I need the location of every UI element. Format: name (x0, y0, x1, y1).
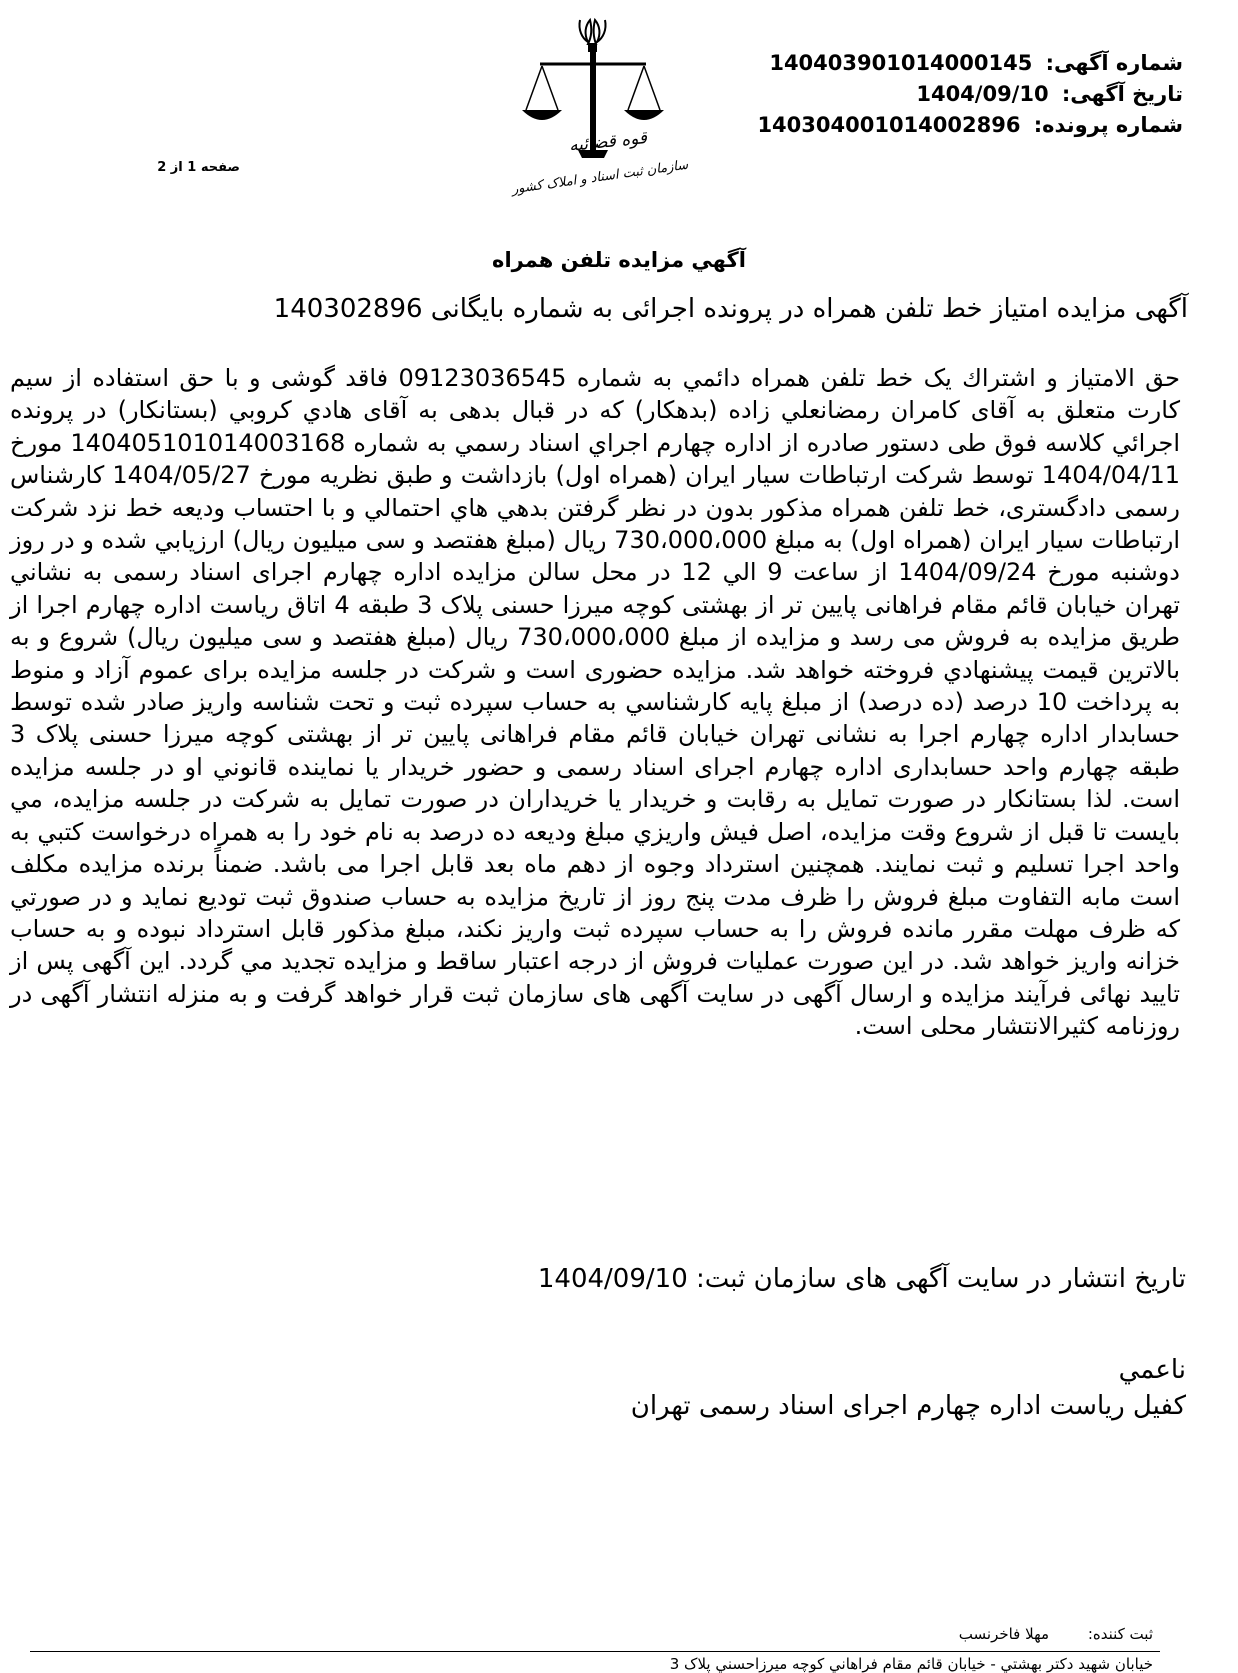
signer-title: کفیل ریاست اداره چهارم اجرای اسناد رسمی تهران (630, 1391, 1186, 1421)
notice-date-label: تاریخ آگهی: (1061, 82, 1183, 106)
notice-title: آگهي مزايده تلفن همراه (492, 248, 746, 272)
registrar-line (753, 1625, 1153, 1643)
notice-date: 1404/09/10 (916, 82, 1049, 106)
page-number: صفحه 1 از 2 (157, 160, 240, 175)
notice-date-row (753, 79, 1183, 110)
signature-block (286, 1352, 1186, 1424)
footer-address: خیابان شهید دکتر بهشتي - خیابان قائم مقام فراهاني کوچه میرزاحسني پلاک 3 (669, 1655, 1153, 1673)
notice-number-label: شماره آگهی: (1045, 51, 1183, 75)
signer-name: ناعمي (1118, 1355, 1186, 1385)
file-number-label: شماره پرونده: (1033, 113, 1183, 137)
footer-divider (30, 1651, 1160, 1652)
notice-meta (753, 48, 1183, 141)
notice-number-row (753, 48, 1183, 79)
notice-number: 140403901014000145 (769, 51, 1033, 75)
publication-date: 1404/09/10 (537, 1264, 688, 1294)
emblem-caption-2: سازمان ثبت اسناد و املاک کشور (510, 157, 690, 198)
notice-subtitle: آگهی مزایده امتیاز خط تلفن همراه در پرونده اجرائی به شماره بایگانی 140302896 (273, 294, 1188, 324)
registrar-label: ثبت کننده: (1087, 1625, 1153, 1643)
emblem-caption-1: قوه قضائیه (568, 127, 648, 157)
file-number-row (753, 110, 1183, 141)
file-number: 140304001014002896 (757, 113, 1021, 137)
registrar-name: مهلا فاخرنسب (958, 1625, 1050, 1643)
publication-date-label: تاریخ انتشار در سایت آگهی های سازمان ثبت: (696, 1264, 1186, 1294)
publication-date-line (286, 1262, 1186, 1296)
judiciary-emblem (500, 8, 690, 213)
notice-body: حق الامتياز و اشتراك یک خط تلفن همراه دائمي به شماره 09123036545 فاقد گوشی و با حق استفاده از سيم كارت متعلق به آقای كامران رمضانعلي زاده (بدهكار) كه در قبال بدهی به آقای هادي كروبي (بستانكار) در پرونده اجرائي كلاسه فوق طی دستور صادره از اداره چهارم اجراي اسناد رسمي به شماره 140405101014003168 مورخ 1404/04/11 توسط شركت ارتباطات سيار ايران (همراه اول) بازداشت و طبق نظریه مورخ 1404/05/27 کارشناس رسمی دادگستری، خط تلفن همراه مذکور بدون در نظر گرفتن بدهي هاي احتمالي و با احتساب وديعه خط نزد شركت ارتباطات سيار ايران (همراه اول) به مبلغ 730،000،000 ريال (مبلغ هفتصد و سی ميليون ريال) ارزيابي شده و در روز دوشنبه مورخ 1404/09/24 از ساعت 9 الي 12 در محل سالن مزايده اداره چهارم اجرای اسناد رسمی به نشاني تهران خيابان قائم مقام فراهانی پايين تر از بهشتی كوچه ميرزا حسنی پلاک 3 طبقه 4 اتاق رياست اداره چهارم اجرا از طريق مزايده به فروش می رسد و مزایده از مبلغ 730،000،000 ريال (مبلغ هفتصد و سی ميليون ريال) شروع و به بالاترين قيمت پيشنهادي فروخته خواهد شد. مزايده حضوری است و شرکت در جلسه مزايده برای عموم آزاد و منوط به پرداخت 10 درصد (ده درصد) از مبلغ پايه كارشناسي به حساب سپرده ثبت و تحت شناسه واريز صادر شده توسط حسابدار اداره چهارم اجرا به نشانی تهران خيابان قائم مقام فراهانی پايين تر از بهشتی كوچه ميرزا حسنی پلاک 3 طبقه چهارم واحد حسابداری اداره چهارم اجرای اسناد رسمی و حضور خريدار يا نماينده قانوني او در جلسه مزايده است. لذا بستانكار در صورت تمايل به رقابت و خريدار يا خريداران در صورت تمايل به شرکت در جلسه مزايده، مي بايست تا قبل از شروع وقت مزايده، اصل فيش واريزي مبلغ وديعه ده درصد به نام خود را به همراه درخواست كتبي به واحد اجرا تسليم و ثبت نمايند. همچنين استرداد وجوه از دهم ماه بعد قابل اجرا می باشد. ضمناً برنده مزايده مکلف است مابه التفاوت مبلغ فروش را ظرف مدت پنج روز از تاريخ مزايده به حساب صندوق ثبت توديع نمايد و در صورتي که ظرف مهلت مقرر مانده فروش را به حساب سپرده ثبت واريز نکند، مبلغ مذکور قابل استرداد نبوده و به حساب خزانه واريز خواهد شد. در اين صورت عمليات فروش از درجه اعتبار ساقط و مزايده تجديد مي گردد. اين آگهی پس از تاييد نهائی فرآيند مزايده و ارسال آگهی در سايت آگهی های سازمان ثبت قرار خواهد گرفت و به منزله انتشار آگهی در روزنامه کثيرالانتشار محلی است. (10, 364, 1181, 1041)
